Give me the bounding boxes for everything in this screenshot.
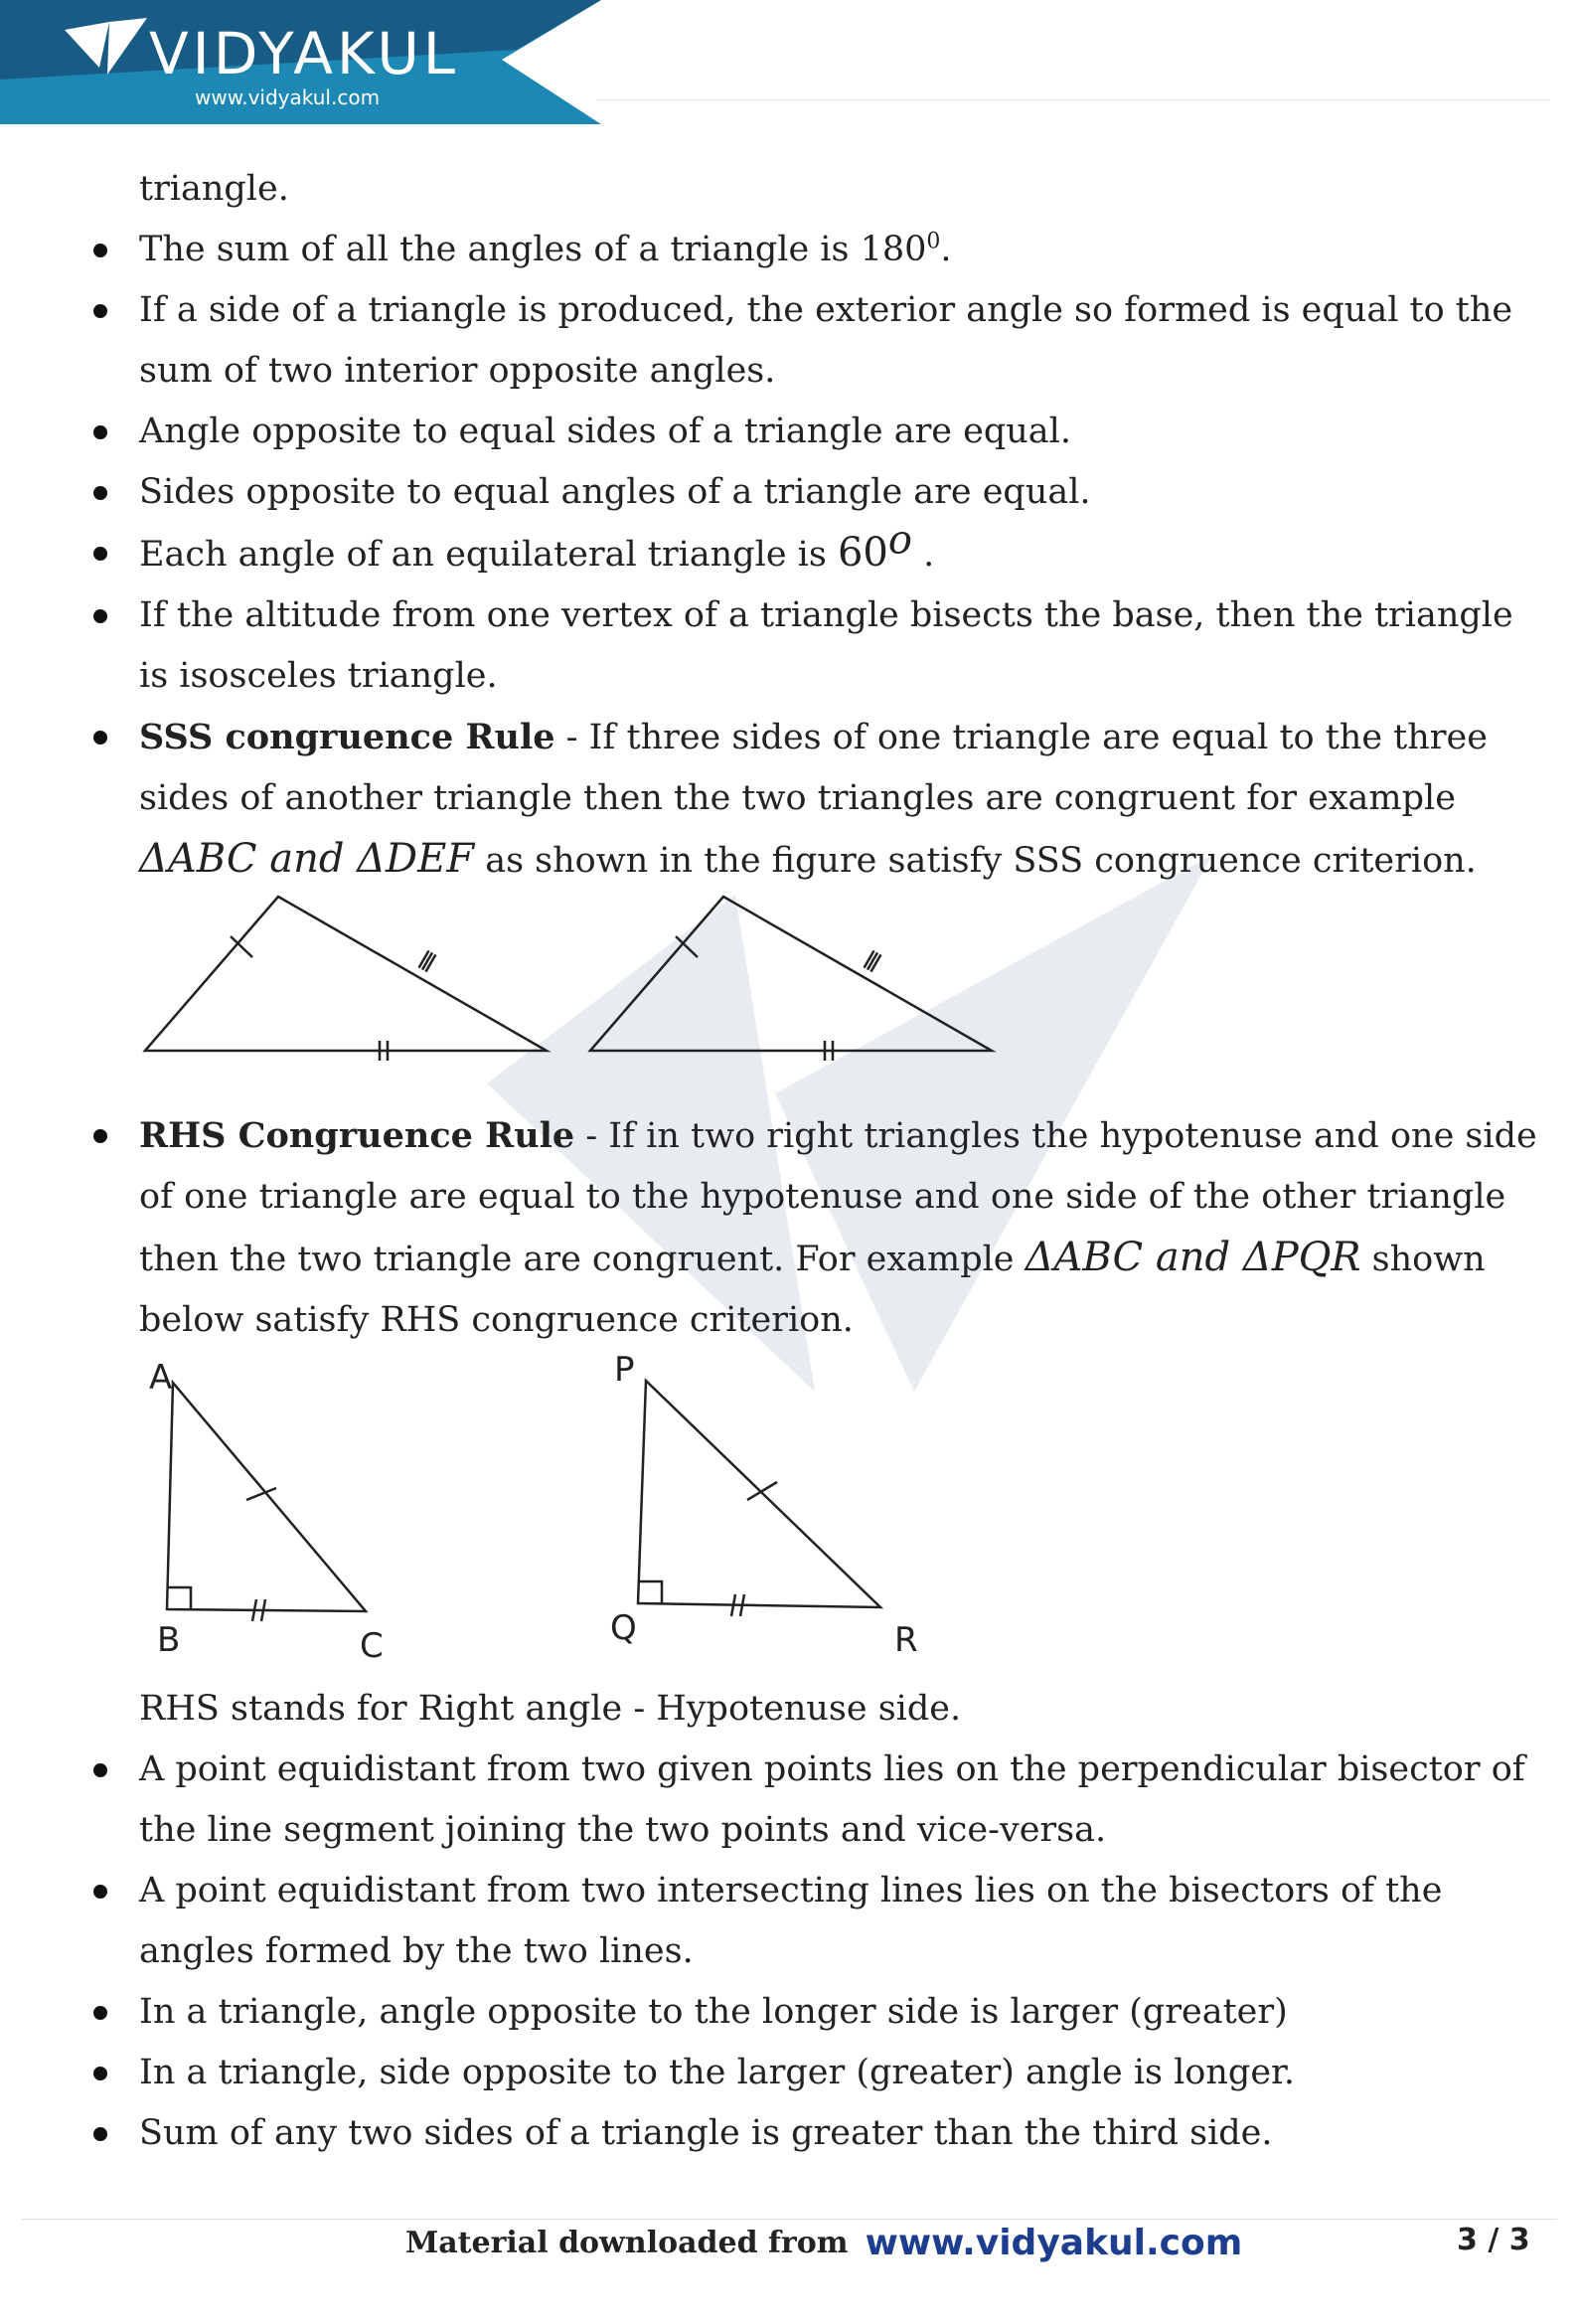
- sss-math: ΔABC and ΔDEF: [139, 836, 475, 882]
- list-item: If the altitude from one vertex of a triangle bisects the base, then the triangle is isosceles triangle.: [87, 585, 1538, 707]
- list-item: If a side of a triangle is produced, the exterior angle so formed is equal to the sum of two interior opposite angles.: [87, 280, 1538, 402]
- triangle-def: [590, 897, 992, 1051]
- brand-url[interactable]: www.vidyakul.com: [195, 85, 381, 109]
- label-p: P: [614, 1351, 635, 1390]
- list-item: Angle opposite to equal sides of a triangle are equal.: [87, 402, 1538, 462]
- list-item: In a triangle, angle opposite to the longer side is larger (greater): [87, 1982, 1538, 2043]
- list-item: In a triangle, side opposite to the larger (greater) angle is longer.: [87, 2043, 1538, 2103]
- footer: [405, 2223, 1300, 2282]
- footer-link[interactable]: www.vidyakul.com: [865, 2223, 1243, 2263]
- list-item-sss-rule: SSS congruence Rule - If three sides of one triangle are equal to the three sides of another triangle then the two triangles are congruent for example ΔABC and ΔDEF as shown in the figure satisfy SSS congruence criterion.: [87, 707, 1538, 892]
- rhs-math: ΔABC and ΔPQR: [1025, 1235, 1361, 1280]
- list-item: Each angle of an equilateral triangle is 60$^o$ .: [87, 523, 1538, 585]
- sss-triangles-figure: [139, 892, 1033, 1105]
- label-b: B: [157, 1620, 181, 1660]
- rhs-note: RHS stands for Right angle - Hypotenuse side.: [139, 1689, 962, 1729]
- label-q: Q: [610, 1608, 637, 1648]
- list-item: Sum of any two sides of a triangle is greater than the third side.: [87, 2103, 1538, 2164]
- list-item: A point equidistant from two given points lies on the perpendicular bisector of the line segment joining the two points and vice-versa.: [87, 1740, 1538, 1861]
- sss-rule-title: SSS congruence Rule: [139, 717, 555, 757]
- list-item: Sides opposite to equal angles of a triangle are equal.: [87, 462, 1538, 523]
- page-number: 3 / 3: [1457, 2223, 1530, 2257]
- rhs-rule-title: RHS Congruence Rule: [139, 1115, 575, 1156]
- rhs-triangles-figure: [139, 1351, 1033, 1679]
- header-divider: [596, 99, 1550, 100]
- footer-label: Material downloaded from: [405, 2226, 849, 2260]
- list-item-rhs-rule: RHS Congruence Rule - If in two right triangles the hypotenuse and one side of one triangle are equal to the hypotenuse and one side of the other triangle then the two triangle are congruent. For example ΔABC and ΔPQR shown below satisfy RHS congruence criterion.: [87, 1105, 1538, 1351]
- label-c: C: [360, 1626, 384, 1666]
- brand-name: VIDYAKUL: [149, 20, 460, 87]
- header-banner: [0, 0, 1579, 129]
- list-item: A point equidistant from two intersecting lines lies on the bisectors of the angles formed by the two lines.: [87, 1861, 1538, 1982]
- triangle-abc-right: [167, 1383, 366, 1611]
- footer-divider: [22, 2219, 1557, 2220]
- list-item-continuation: triangle.: [139, 169, 289, 209]
- list-item: The sum of all the angles of a triangle is $180^0$.: [87, 220, 1538, 280]
- triangle-abc: [145, 897, 547, 1051]
- page-content: [87, 159, 1538, 2164]
- label-r: R: [894, 1620, 918, 1660]
- label-a: A: [149, 1358, 173, 1398]
